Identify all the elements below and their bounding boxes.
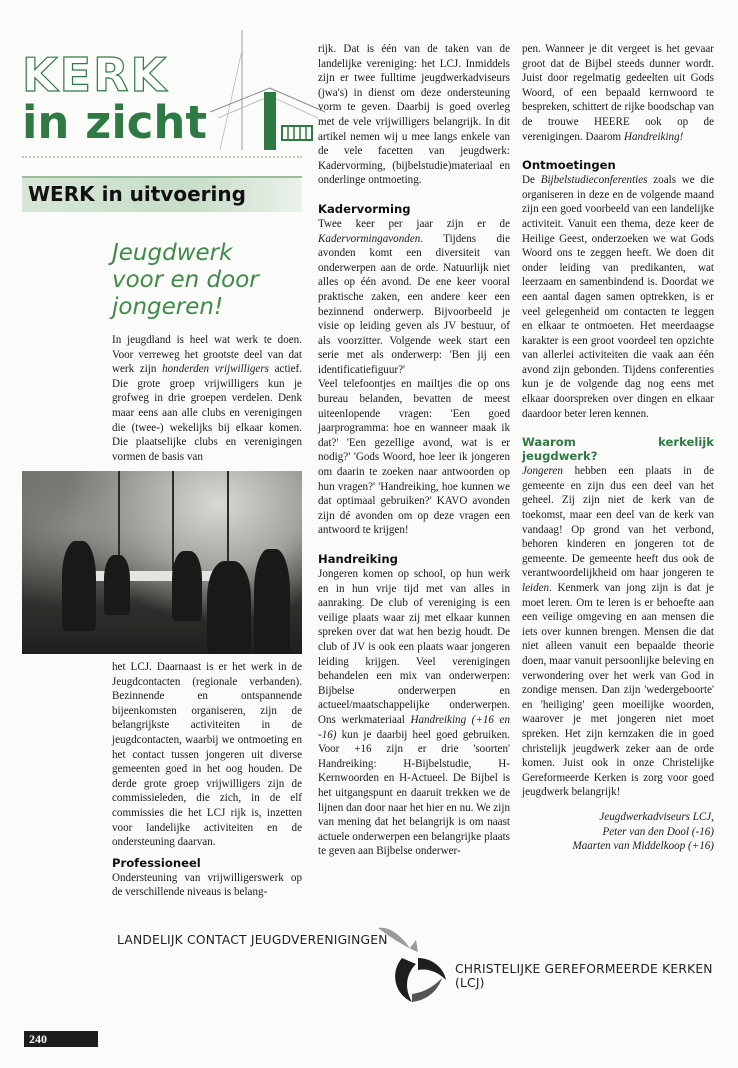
photo-person	[172, 551, 202, 621]
column-3	[522, 42, 714, 854]
paragraph: Veel telefoontjes en mailtjes die op ons bureau belanden, bevatten de meest uiteenlopende vragen: 'Een goed jaarprogramma: hoe en wanneer maak ik dat?' 'Een gezellige avond, wat is er nodig?' 'Gods Woord, hoe leer ik jongeren om daarin te zoeken naar antwoorden op hun vragen?' 'Handreiking, hoe kunnen we dat optimaal gebruiken?' KAVO avonden zijn dé avonden om op deze vragen een antwoord te krijgen!	[318, 378, 510, 537]
section-header	[22, 176, 302, 212]
masthead-in-zicht: in zicht	[22, 96, 207, 149]
italic-text: honderden vrijwilligers	[162, 363, 269, 376]
heading-ontmoetingen: Ontmoetingen	[522, 158, 616, 173]
italic-text: Kadervormingavonden	[318, 232, 421, 245]
heading-professioneel: Professioneel	[112, 855, 201, 870]
masthead	[22, 30, 312, 160]
column-1-top	[112, 333, 302, 464]
paragraph: pen. Wanneer je dit vergeet is het gevaar groot dat de Bijbel steeds dunner wordt. Juist door regelmatig gedeelten uit Gods Woord, of een bepaald kernwoord te bespreken, schittert de rijke boodschap van de trouwe HEERE ook op de verenigingen. Daarom Handreiking!	[522, 43, 714, 143]
heading-waarom: Waarom kerkelijk jeugdwerk?	[522, 435, 714, 464]
photo-person	[207, 561, 251, 654]
article-title-line: jongeren!	[112, 294, 224, 320]
section-title: WERK in uitvoering	[28, 182, 246, 206]
signature-line: Jeugdwerkadviseurs LCJ,	[599, 810, 714, 823]
footer-organisation-left: LANDELIJK CONTACT JEUGDVERENIGINGEN	[117, 933, 388, 947]
italic-text: Bijbelstudieconferenties	[540, 174, 648, 187]
paragraph: Twee keer per jaar zijn er de Kadervormingavonden. Tijdens die avonden komt een diversiteit van onderwerpen aan de orde. Natuurlijk niet alles op één avond. De ene keer vooral praktische zaken, een andere keer een bezinnend onderwerp. Bijvoorbeeld je visie op leiding geven als JV bestuur, of als voorzitter. Volgende week start een serie met als onderwerp: 'Ben jij een identificatiefiguur?'	[318, 217, 510, 376]
italic-text: Jongeren	[522, 465, 563, 478]
paragraph: De Bijbelstudieconferenties zoals we die organiseren in deze en de volgende maand zijn een goed voorbeeld van een landelijke activiteit. Vanuit een thema, deze keer de Heilige Geest, onderzoeken we wat Gods Woord ons te zeggen heeft. We doen dit onder leiding van predikanten, wat leerzaam en samenbindend is. Doordat we een aantal dagen samen optrekken, is er veel gelegenheid om contacten te leggen en elkaar te ontmoeten. Het meerdaagse karakter is een groot voordeel ten opzichte van allerlei activiteiten die vaak aan één avond zijn gebonden. Tijdens conferenties kun je de volgende dag nog eens met elkaar doorspreken over dingen en elkaar daardoor beter leren kennen.	[522, 174, 714, 420]
page-number: 240	[29, 1032, 47, 1046]
article-title-line: Jeugdwerk	[112, 240, 233, 266]
photo-person	[104, 555, 130, 615]
photo-person	[62, 541, 96, 631]
italic-text: Handreiking (+16 en -16)	[318, 713, 510, 741]
paragraph: het LCJ. Daarnaast is er het werk in de Jeugdcontacten (regionale verbanden). Bezinnende en ontspannende bijeenkomsten organiseren, zijn de belangrijkste activiteiten in de jeugdcontacten, waarbij we ontmoeting en het contact tussen jongeren uit diverse gemeenten goed in het oog houden. De derde grote groep vrijwilligers zijn de commissieleden, die zich, in de elf commissies die het LCJ rijk is, inzetten voor landelijke activiteiten en de ondersteuning daarvan.	[112, 661, 302, 849]
church-outline-illustration	[190, 30, 330, 155]
article-title-line: voor en door	[112, 267, 259, 293]
heading-kadervorming: Kadervorming	[318, 201, 411, 216]
column-2	[318, 42, 510, 859]
paragraph: rijk. Dat is één van de taken van de landelijke vereniging: het LCJ. Inmiddels zijn er twee fulltime jeugdwerkadviseurs (jwa's) in dienst om deze ondersteuning vorm te geven. Daarbij is goed overleg met de vele vrijwilligers belangrijk. In dit artikel nemen wij u mee langs enkele van de vele facetten van jeugdwerk: Kadervorming, (bijbelstudie)materiaal en onderlinge ontmoeting.	[318, 43, 510, 187]
heading-handreiking: Handreiking	[318, 552, 398, 566]
signature	[522, 810, 714, 854]
lcj-logo-icon	[372, 918, 452, 1006]
paragraph: Jongeren hebben een plaats in de gemeente en zijn dus een deel van het geheel. Zij zijn niet de kerk van de toekomst, maar een deel van de kerk van vandaag! Op grond van het verbond, behoren kinderen en jongeren tot de gemeente. De gemeente heeft dus ook de verantwoordelijkheid om haar jongeren te leiden. Kenmerk van jong zijn is dat je moet leren. Om te leren is er behoefte aan een veilige omgeving en aan mensen die iets over kunnen brengen. Mensen die dat niet alleen vanuit een bepaalde theorie doen, maar vanuit persoonlijke beleving en verwondering over het werk van God in zondige mensen. Dan zijn 'wedergeboorte' en 'heiliging' geen moeilijke woorden, waarover je met jongeren niet moet spreken. Het zijn kernzaken die in goed christelijk jeugdwerk zeker aan de orde komen. Juist ook in onze Christelijke Gereformeerde Kerken is zorg voor goed jeugdwerk belangrijk!	[522, 465, 714, 799]
article-title	[112, 240, 302, 321]
footer-organisation-right: CHRISTELIJKE GEREFORMEERDE KERKEN (LCJ)	[455, 962, 713, 990]
signature-line: Maarten van Middelkoop (+16)	[572, 840, 714, 853]
column-1-bottom	[112, 660, 302, 900]
intro-paragraph: In jeugdland is heel wat werk te doen. Voor verreweg het grootste deel van dat werk zijn honderden vrijwilligers actief. Die grote groep vrijwilligers kun je grofweg in drie groepen verdelen. Denk maar eens aan alle clubs en verenigingen die (twee-) wekelijks bij elkaar komen. Die plaatselijke clubs en verenigingen vormen de basis van	[112, 334, 302, 463]
paragraph: Jongeren komen op school, op hun werk en in hun vrije tijd met van alles in aanraking. De club of vereniging is een veilige plaats waar zij met elkaar kunnen spreken over dat wat hen bezig houdt. De club of JV is ook een plaats waar jongeren leiding krijgen. Veel verenigingen behandelen een mix van onderwerpen: Bijbelse onderwerpen en actueel/maatschappelijke onderwerpen. Ons werkmateriaal Handreiking (+16 en -16) kun je daarbij heel goed gebruiken. Voor +16 zijn er drie 'soorten' Handreiking: H-Bijbelstudie, H-Kernwoorden en H-Actueel. De Bijbel is het uitgangspunt en daaruit trekken we de lijnen dan door naar het hier en nu. We zijn van mening dat het belangrijk is om naast actuele onderwerpen een belangrijke plaats te geven aan Bijbelse onderwer-	[318, 568, 510, 858]
photo-person	[254, 549, 290, 654]
youth-meeting-photo	[22, 471, 302, 654]
signature-line: Peter van den Dool (-16)	[602, 825, 714, 838]
masthead-dotted-divider	[22, 156, 302, 158]
italic-text: Handreiking!	[623, 130, 684, 143]
paragraph: Ondersteuning van vrijwilligerswerk op de verschillende niveaus is belang-	[112, 871, 302, 899]
italic-text: leiden	[522, 582, 550, 594]
masthead-kerk: KERK	[22, 48, 169, 102]
page-number-box	[24, 1031, 98, 1047]
